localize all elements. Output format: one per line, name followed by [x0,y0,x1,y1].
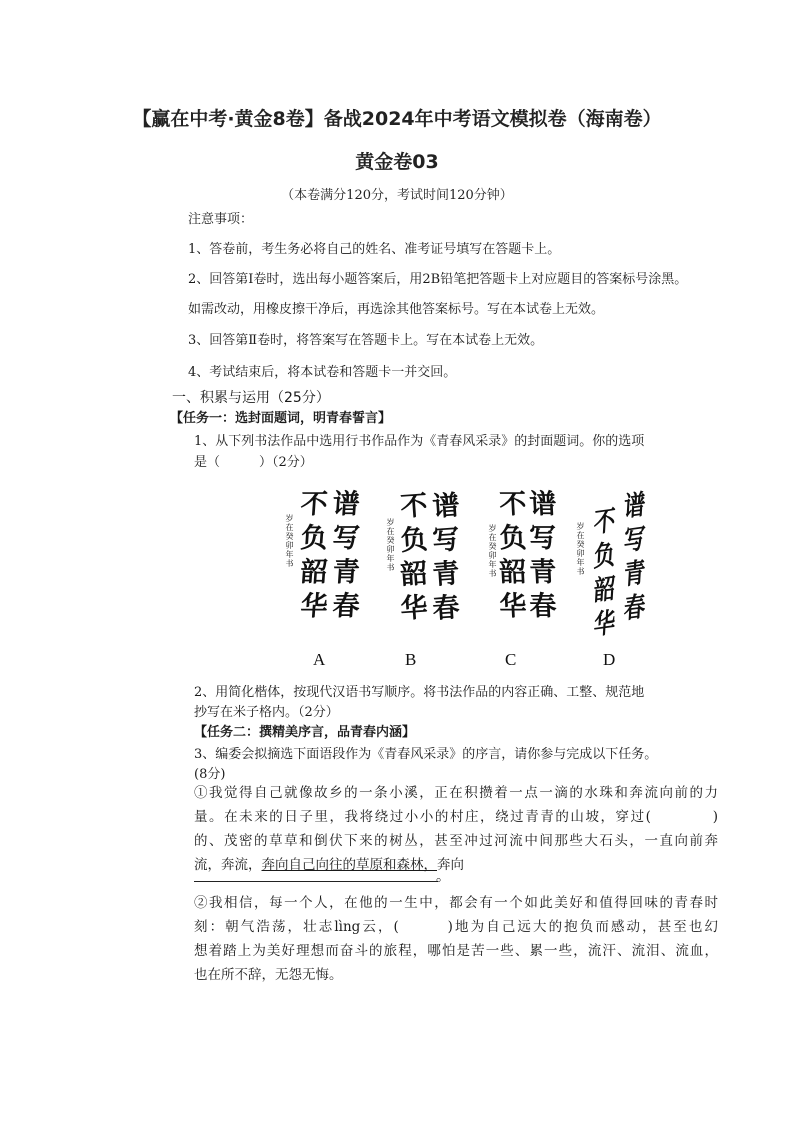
note-item: 如需改动，用橡皮擦干净后，再选涂其他答案标号。写在本试卷上无效。 [188,302,605,317]
callig-signature [488,524,497,578]
passage-p2-line: 刻：朝气浩荡，壮志lìng云，( )地为自己远大的抱负而感动，甚至也幻 [194,919,718,935]
callig-char: 青 [331,557,361,588]
note-item: 3、回答第Ⅱ卷时，将答案写在答题卡上。写在本试卷上无效。 [188,333,544,348]
note-item: 2、回答第Ⅰ卷时，选出每小题答案后，用2B铅笔把答题卡上对应题目的答案标号涂黑。 [188,272,688,287]
signature-char: 年 [285,550,294,559]
callig-char: 谱 [431,490,461,523]
exam-info: （本卷满分120分，考试时间120分钟） [281,188,513,203]
option-label-b: B [405,650,417,669]
question-1: 1、从下列书法作品中选用行书作品作为《青春风采录》的封面题词。你的选项 [194,434,645,449]
signature-char: 卯 [285,541,294,550]
passage-p2-last: 也在所不辞，无怨无悔。 [194,967,343,983]
passage-p2-line: ②我相信，每一个人，在他的一生中，都会有一个如此美好和值得回味的青春时 [194,895,718,911]
callig-char: 华 [399,592,429,625]
callig-char: 负 [498,523,528,554]
callig-char: 不 [399,490,429,523]
callig-col-left [498,488,528,624]
question-2-cont: 抄写在米子格内。（2分） [194,705,339,720]
option-label-a: A [313,650,326,669]
callig-col-right [528,488,558,624]
signature-char: 岁 [488,524,497,533]
calligraphy-option-b [383,488,463,638]
page-title: 【赢在中考·黄金8卷】备战2024年中考语文模拟卷（海南卷） [132,108,662,130]
signature-char: 癸 [386,536,395,545]
passage-text: 流，奔流， [194,857,262,873]
signature-char: 在 [285,523,294,532]
question-1-cont: 是（ ）（2分） [194,455,313,470]
callig-char: 华 [590,607,616,642]
callig-col-right [618,490,648,626]
callig-char: 负 [399,524,429,557]
note-item: 4、考试结束后，将本试卷和答题卡一并交回。 [188,365,457,380]
paper-number: 黄金卷03 [355,151,439,173]
callig-char: 写 [431,524,461,557]
callig-char: 华 [498,591,528,622]
option-label-c: C [505,650,517,669]
callig-char: 韶 [299,557,329,588]
passage-p1-line: ①我觉得自己就像故乡的一条小溪，正在积攒着一点一滴的水珠和奔流向前的力 [194,785,718,801]
calligraphy-option-d [572,488,652,642]
signature-char: 书 [285,559,294,568]
question-2: 2、用简化楷体，按现代汉语书写顺序。将书法作品的内容正确、工整、规范地 [194,685,645,700]
callig-char: 不 [299,489,329,520]
callig-char: 负 [590,539,616,574]
callig-char: 谱 [331,489,361,520]
callig-char: 春 [431,592,461,625]
passage-p1-last [194,853,464,878]
question-3-points: (8分) [194,767,226,782]
signature-char: 年 [576,558,585,567]
callig-char: 负 [299,523,329,554]
callig-char: 韶 [590,573,616,608]
callig-char: 韶 [399,558,429,591]
callig-char: 春 [528,591,558,622]
signature-char: 卯 [576,549,585,558]
callig-char: 春 [620,591,646,626]
signature-char: 岁 [576,522,585,531]
fill-in-answer-line[interactable] [194,880,438,882]
callig-char: 不 [590,505,616,540]
callig-char: 青 [620,557,646,592]
passage-text: 奔向 [437,857,464,873]
signature-char: 书 [576,567,585,576]
notes-heading: 注意事项： [188,212,254,227]
signature-char: 癸 [488,542,497,551]
callig-char: 不 [498,489,528,520]
task1-heading: 【任务一：选封面题词，明青春誓言】 [170,411,392,426]
callig-char: 韶 [498,557,528,588]
callig-char: 写 [620,523,646,558]
task2-heading: 【任务二：撰精美序言，品青春内涵】 [194,725,416,740]
passage-p2-line: 想着踏上为美好理想而奋斗的旅程，哪怕是苦一些、累一些，流汗、流泪、流血， [194,943,718,959]
callig-col-left [299,488,329,624]
signature-char: 年 [488,560,497,569]
callig-col-left [588,506,618,642]
passage-p1-line: 的、茂密的草草和倒伏下来的树丛，甚至冲过河流中间那些大石头，一直向前奔 [194,833,718,849]
callig-char: 谱 [620,489,646,524]
note-item: 1、答卷前，考生务必将自己的姓名、准考证号填写在答题卡上。 [188,242,561,257]
callig-col-left [399,490,429,626]
passage-p1-line: 量。在未来的日子里，我将绕过小小的村庄，绕过青青的山坡，穿过( ) [194,809,718,825]
option-label-d: D [603,650,616,669]
section-heading: 一、积累与运用（25分） [172,390,330,406]
underlined-phrase: 奔向自己向往的草原和森林， [261,857,437,873]
calligraphy-option-a [283,488,363,638]
signature-char: 癸 [285,532,294,541]
signature-char: 在 [386,527,395,536]
signature-char: 岁 [285,514,294,523]
signature-char: 卯 [488,551,497,560]
signature-char: 书 [488,569,497,578]
callig-signature [386,518,395,572]
callig-signature [576,522,585,576]
calligraphy-option-c [484,488,564,638]
signature-char: 书 [386,563,395,572]
callig-col-right [331,488,361,624]
signature-char: 年 [386,554,395,563]
signature-char: 癸 [576,540,585,549]
signature-char: 在 [488,533,497,542]
callig-signature [285,514,294,568]
signature-char: 岁 [386,518,395,527]
callig-char: 谱 [528,489,558,520]
callig-col-right [431,490,461,626]
callig-char: 青 [528,557,558,588]
signature-char: 卯 [386,545,395,554]
question-3: 3、编委会拟摘选下面语段作为《青春风采录》的序言，请你参与完成以下任务。 [194,747,658,762]
callig-char: 青 [431,558,461,591]
signature-char: 在 [576,531,585,540]
sentence-end: 。 [436,869,450,885]
callig-char: 华 [299,591,329,622]
callig-char: 写 [331,523,361,554]
callig-char: 写 [528,523,558,554]
callig-char: 春 [331,591,361,622]
